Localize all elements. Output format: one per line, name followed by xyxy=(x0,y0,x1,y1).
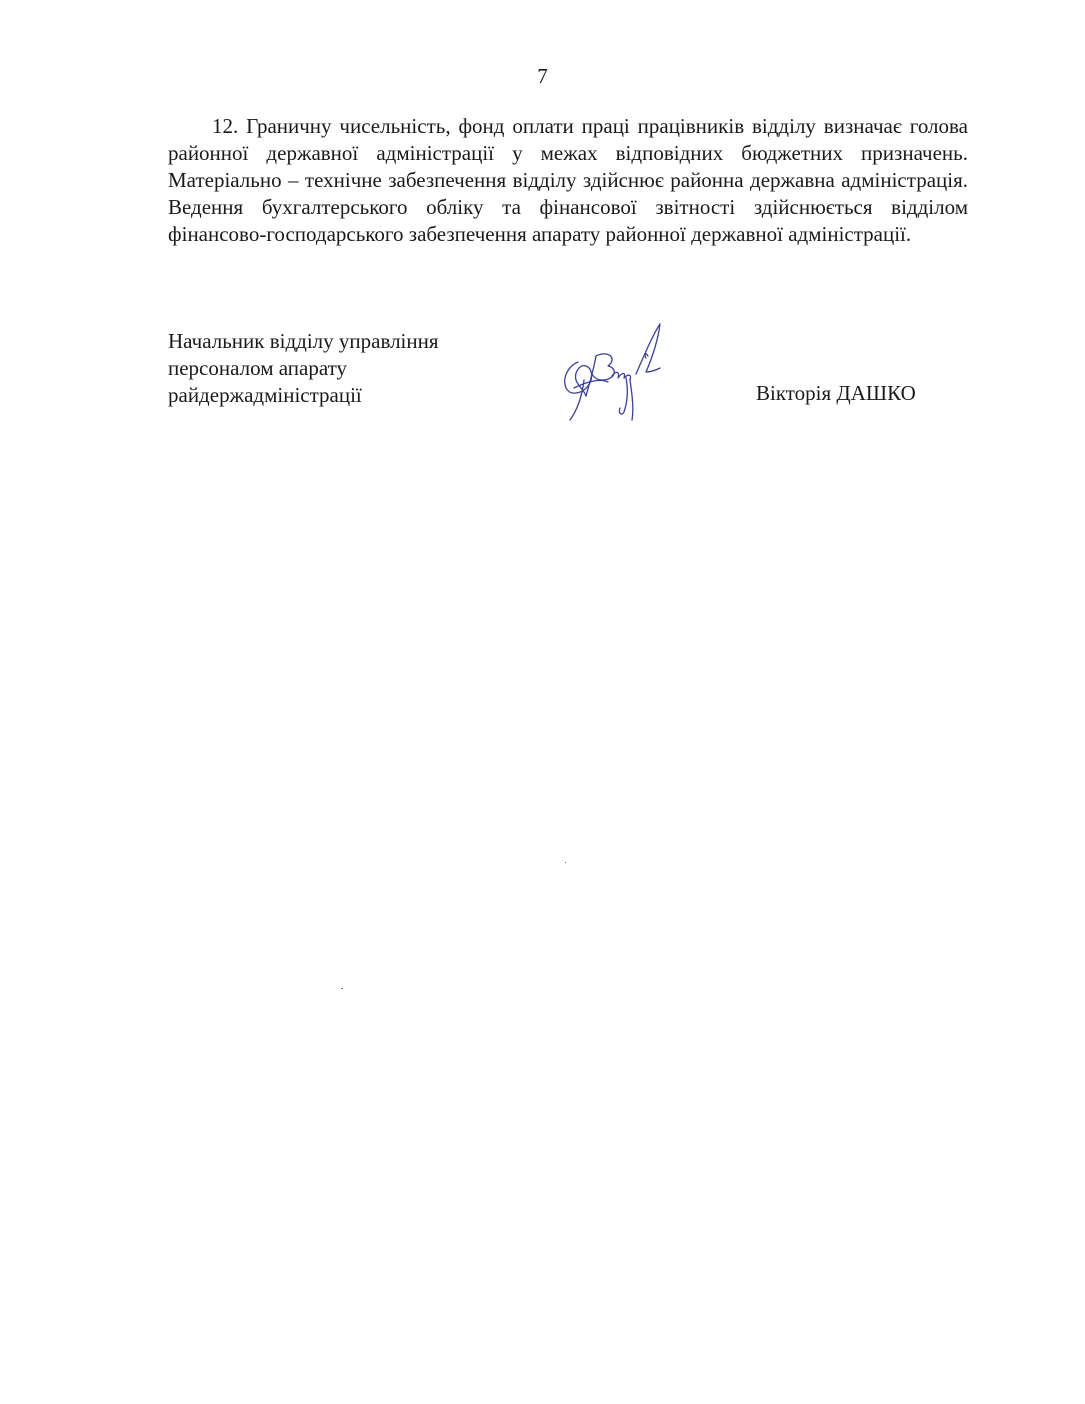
position-line: райдержадміністрації xyxy=(168,383,362,407)
page-number: 7 xyxy=(537,64,548,88)
signatory-position xyxy=(168,328,439,409)
handwritten-signature xyxy=(556,316,696,426)
signature-block xyxy=(168,328,968,438)
position-line: персоналом апарату xyxy=(168,356,348,380)
signatory-name: Вікторія ДАШКО xyxy=(756,381,916,405)
body-paragraph: 12. Граничну чисельність, фонд оплати праці працівників відділу визначає голова районної державної адміністрації у межах відповідних бюджетних призначень. Матеріально – технічне забезпечення відділу здійснює районна державна адміністрація. Ведення бухгалтерського обліку та фінансової звітності здійснюється відділом фінансово-господарського забезпечення апарату районної державної адміністрації. xyxy=(168,114,968,246)
scan-speck xyxy=(341,988,343,989)
scan-speck xyxy=(565,862,566,863)
position-line: Начальник відділу управління xyxy=(168,329,439,353)
